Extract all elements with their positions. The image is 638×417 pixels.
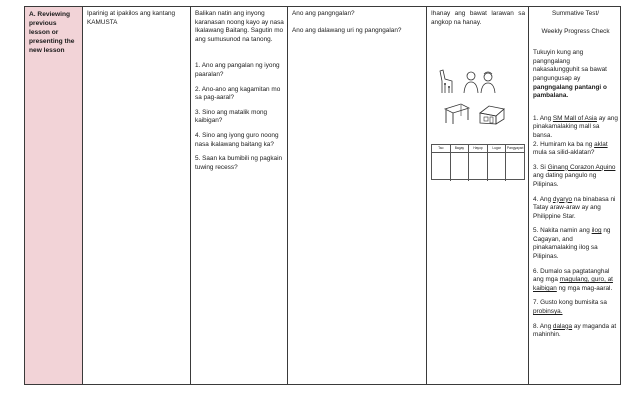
day2-question-1: 1. Ano ang pangalan ng iyong paaralan? [195, 62, 280, 78]
test-item-4: 4. Ang dyaryo na binabasa ni Tatay araw-araw ay ang Philippine Star. [533, 195, 616, 220]
day4-instruction: Ihanay ang bawat larawan sa angkop na hanay. [431, 10, 525, 26]
table-icon [443, 101, 471, 125]
test-item-2: 2. Humiram ka ba ng aklat mula sa silid-aklatan? [533, 140, 608, 157]
day2-question-5: 5. Saan ka bumibili ng pagkain tuwing recess? [195, 155, 283, 171]
weekly-check-title: Weekly Progress Check [541, 27, 610, 35]
test-item-8: 8. Ang dalaga ay maganda at mahinhin. [533, 322, 617, 339]
sort-header-pangyayari: Pangyayari [506, 146, 524, 150]
day2-intro: Balikan natin ang inyong karanasan noong kayo ay nasa Ikalawang Baitang. Sagutin mo ang sumusunod na tanong. [195, 10, 284, 43]
column-day4 [427, 7, 529, 384]
people-icon [461, 69, 499, 95]
column-day2 [191, 7, 288, 384]
test-item-1: 1. Ang SM Mall of Asia ay ang pinakamalaking mall sa bansa. [533, 114, 618, 139]
test-item-5: 5. Nakita namin ang ilog ng Cagayan, and pinakamalaking ilog sa Pilipinas. [533, 227, 611, 261]
test-item-3: 3. Si Ginang Corazon Aquino ang dating pangulo ng Pilipinas. [533, 163, 616, 188]
test-item-7: 7. Gusto kong bumisita sa probinsya. [533, 299, 607, 316]
sort-header-tao: Tao [432, 145, 451, 152]
day2-question-3: 3. Sino ang matalik mong kaibigan? [195, 108, 268, 125]
column-lesson-part [25, 7, 83, 384]
day1-text: Iparinig at ipakilos ang kantang KAMUSTA [87, 10, 176, 26]
sorting-table [431, 144, 525, 180]
sort-header-lugar: Lugar [488, 145, 507, 152]
sort-header-hayop: Hayop [469, 145, 488, 152]
day2-question-4: 4. Sino ang iyong guro noong nasa ikalawang baitang ka? [195, 131, 279, 148]
sort-header-bagay: Bagay [451, 145, 470, 152]
summative-title: Summative Test/ [551, 10, 600, 17]
house-icon [477, 103, 507, 125]
test-instruction: Tukuyin kung ang pangngalang nakasalungguhit sa bawat pangungusap ay pangngalang pantangi o pambalana. [533, 49, 607, 100]
lesson-table [24, 6, 621, 385]
day3-question-2: Ano ang dalawang uri ng pangngalan? [292, 26, 402, 34]
day3-question-1: Ano ang pangngalan? [292, 10, 355, 17]
column-day3 [288, 7, 427, 384]
day2-question-2: 2. Ano-ano ang kagamitan mo sa pag-aaral? [195, 85, 281, 102]
picture-group [437, 67, 523, 139]
column-day1 [83, 7, 191, 384]
giraffe-icon [437, 67, 457, 95]
test-item-6: 6. Dumalo sa pagtatanghal ang mga magulang, guro, at kaibigan ng mga mag-aaral. [533, 267, 613, 292]
lesson-part-title: A. Reviewing previous lesson or presenting the new lesson [29, 11, 75, 54]
column-day5 [529, 7, 621, 384]
